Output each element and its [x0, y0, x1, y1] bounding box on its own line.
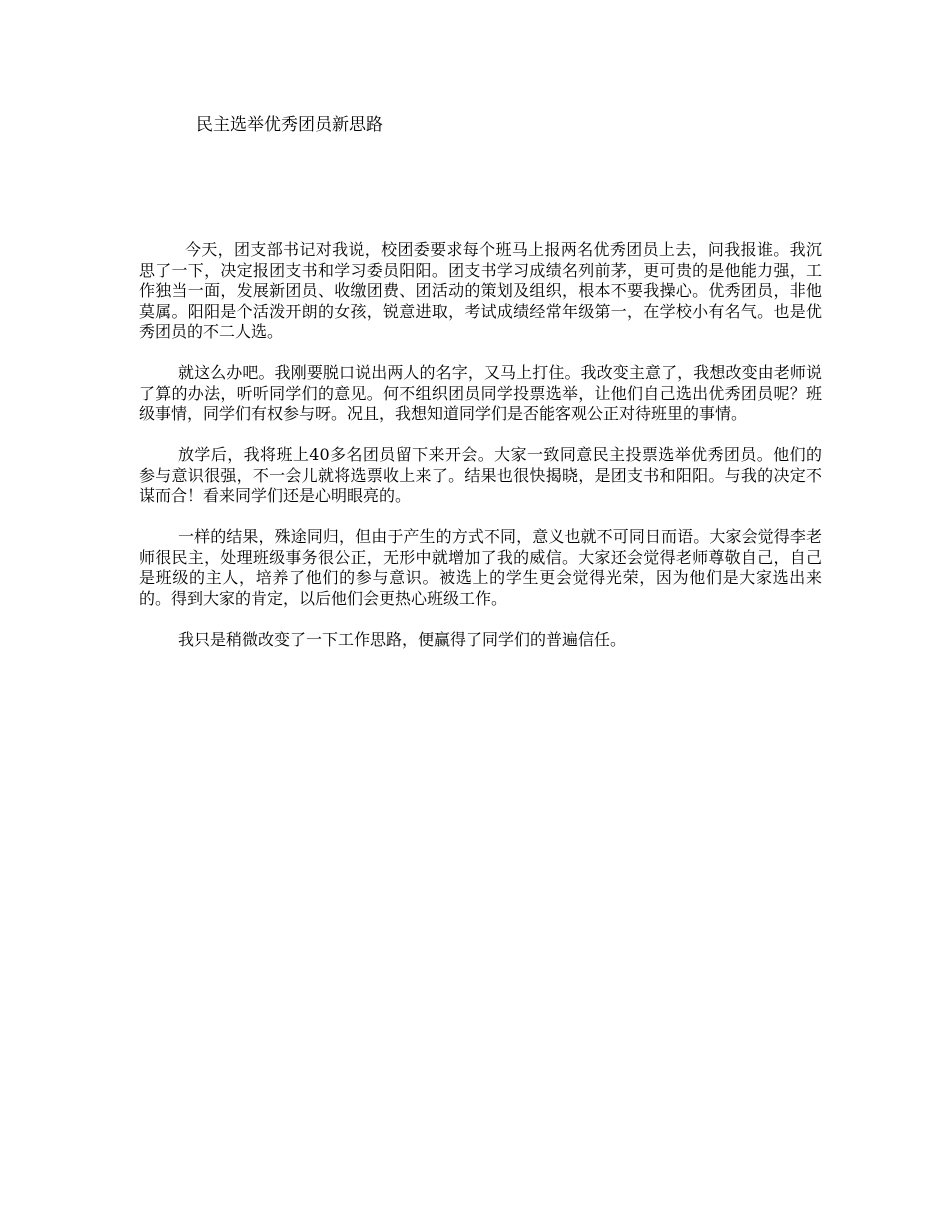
- paragraph-1: 今天，团支部书记对我说，校团委要求每个班马上报两名优秀团员上去，问我报谁。我沉思了一下，决定报团支书和学习委员阳阳。团支书学习成绩名列前茅，更可贵的是他能力强，工作独当一面，发展新团员、收缴团费、团活动的策划及组织，根本不要我操心。优秀团员，非他莫属。阳阳是个活泼开朗的女孩，锐意进取，考试成绩经常年级第一，在学校小有名气。也是优秀团员的不二人选。: [139, 240, 822, 341]
- paragraph-5: 我只是稍微改变了一下工作思路，便赢得了同学们的普遍信任。: [178, 629, 627, 649]
- document-body: [139, 240, 822, 671]
- paragraph-3: 放学后，我将班上40多名团员留下来开会。大家一致同意民主投票选举优秀团员。他们的参与意识很强，不一会儿就将选票收上来了。结果也很快揭晓，是团支书和阳阳。与我的决定不谋而合！看来同学们还是心明眼亮的。: [139, 445, 822, 505]
- paragraph-2: 就这么办吧。我刚要脱口说出两人的名字，又马上打住。我改变主意了，我想改变由老师说了算的办法，听听同学们的意见。何不组织团员同学投票选举，让他们自己选出优秀团员呢？班级事情，同学们有权参与呀。况且，我想知道同学们是否能客观公正对待班里的事情。: [139, 363, 822, 423]
- document-title: 民主选举优秀团员新思路: [196, 115, 383, 135]
- paragraph-4: 一样的结果，殊途同归，但由于产生的方式不同，意义也就不可同日而语。大家会觉得李老师很民主，处理班级事务很公正，无形中就增加了我的威信。大家还会觉得老师尊敬自己，自己是班级的主人，培养了他们的参与意识。被选上的学生更会觉得光荣，因为他们是大家选出来的。得到大家的肯定，以后他们会更热心班级工作。: [139, 527, 822, 608]
